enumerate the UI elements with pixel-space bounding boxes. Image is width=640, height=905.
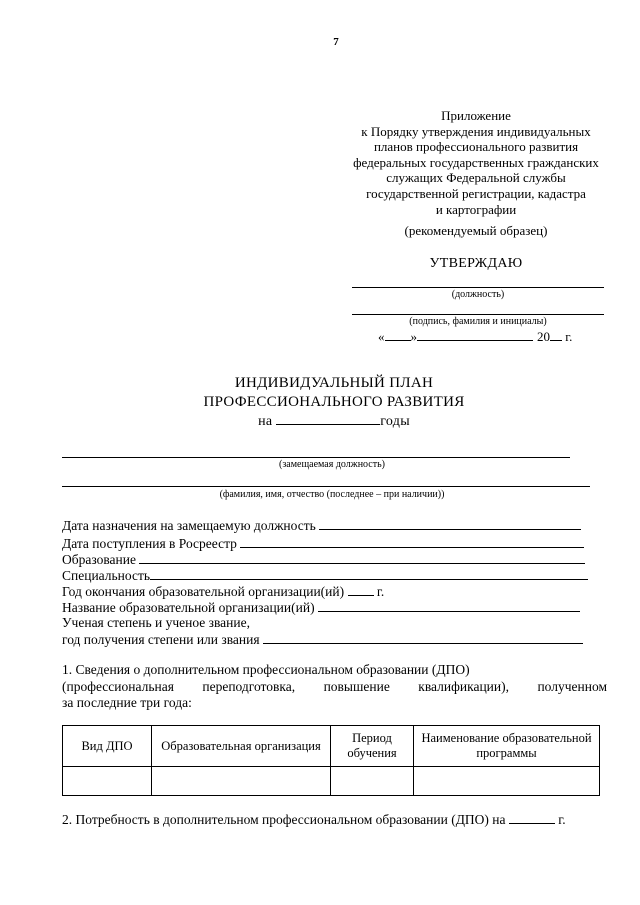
field-degree-label: Ученая степень и ученое звание,: [62, 615, 250, 630]
section1-line2: (профессиональная переподготовка, повышение квалификации), полученном: [62, 679, 607, 694]
appendix-line: федеральных государственных гражданских: [353, 154, 599, 170]
plan-years: [150, 412, 518, 430]
appendix-line: служащих Федеральной службы: [386, 170, 566, 186]
date-year-line: [550, 328, 562, 341]
field-line: [348, 583, 374, 596]
table-header: Наименование образовательной программы: [414, 726, 600, 767]
field-degree-year: [62, 631, 583, 648]
plan-years-suffix: годы: [380, 414, 410, 429]
field-line: [240, 535, 584, 548]
appendix-line: к Порядку утверждения индивидуальных: [361, 123, 591, 139]
table-cell: [414, 767, 600, 796]
plan-title-line1: ИНДИВИДУАЛЬНЫЙ ПЛАН: [234, 375, 434, 391]
approver-position-caption: (должность): [451, 289, 505, 300]
field-graduation-year: [62, 583, 384, 600]
section2-text: 2. Потребность в дополнительном профессиональном образовании (ДПО) на: [62, 812, 506, 827]
field-label: Год окончания образовательной организации(ий): [62, 584, 345, 599]
sample-note: (рекомендуемый образец): [404, 223, 548, 238]
field-label: год получения степени или звания: [62, 632, 260, 647]
appendix-line: Приложение: [441, 108, 511, 123]
approval-heading: УТВЕРЖДАЮ: [429, 256, 523, 271]
table-row: [63, 767, 600, 796]
section2-line: [62, 811, 566, 828]
date-year-suffix: г.: [562, 329, 573, 344]
field-suffix: г.: [373, 584, 385, 599]
appendix-line: и картографии: [435, 201, 517, 217]
field-label: Дата назначения на замещаемую должность: [62, 518, 316, 533]
table-cell: [331, 767, 414, 796]
position-caption: (замещаемая должность): [278, 459, 385, 470]
name-line: [62, 486, 590, 487]
field-label: Дата поступления в Росреестр: [62, 536, 237, 551]
plan-years-line: [276, 412, 380, 425]
section2-suffix: г.: [554, 812, 566, 827]
dpo-table: [62, 725, 600, 796]
field-appointment-date: [62, 517, 581, 534]
approver-position-line: [352, 287, 604, 288]
date-month-line: [417, 328, 533, 341]
field-line: [150, 567, 588, 580]
field-specialty: [62, 567, 588, 584]
date-day-line: [385, 328, 411, 341]
appendix-block: [340, 108, 612, 217]
date-close-quote: »: [410, 329, 417, 344]
field-rosreestr-date: [62, 535, 584, 552]
table-header: Образовательная организация: [152, 726, 331, 767]
date-open-quote: «: [378, 329, 385, 344]
field-line: [319, 517, 581, 530]
plan-title-line2: ПРОФЕССИОНАЛЬНОГО РАЗВИТИЯ: [203, 394, 465, 410]
plan-years-prefix: на: [258, 414, 277, 429]
section1-line3: за последние три года:: [62, 695, 192, 710]
field-line: [318, 599, 580, 612]
appendix-line: государственной регистрации, кадастра: [366, 185, 586, 201]
page-number: 7: [333, 36, 339, 48]
date-year-prefix: 20: [537, 329, 550, 344]
approver-signature-line: [352, 314, 604, 315]
name-caption: (фамилия, имя, отчество (последнее – при наличии)): [219, 489, 445, 500]
field-education: [62, 551, 585, 568]
field-line: [263, 631, 583, 644]
table-cell: [152, 767, 331, 796]
table-header: Период обучения: [331, 726, 414, 767]
section1-line1: 1. Сведения о дополнительном профессиональном образовании (ДПО): [62, 662, 470, 677]
field-label: Образование: [62, 552, 136, 567]
position-line: [62, 457, 570, 458]
field-label: Название образовательной организации(ий): [62, 600, 315, 615]
field-org-name: [62, 599, 580, 616]
table-header: Вид ДПО: [63, 726, 152, 767]
table-header-row: [63, 726, 600, 767]
field-label: Специальность: [62, 568, 151, 583]
section2-year-line: [509, 811, 555, 824]
table-cell: [63, 767, 152, 796]
approver-signature-caption: (подпись, фамилия и инициалы): [409, 316, 547, 327]
approval-date: [378, 328, 572, 345]
appendix-line: планов профессионального развития: [373, 139, 579, 155]
field-line: [139, 551, 585, 564]
